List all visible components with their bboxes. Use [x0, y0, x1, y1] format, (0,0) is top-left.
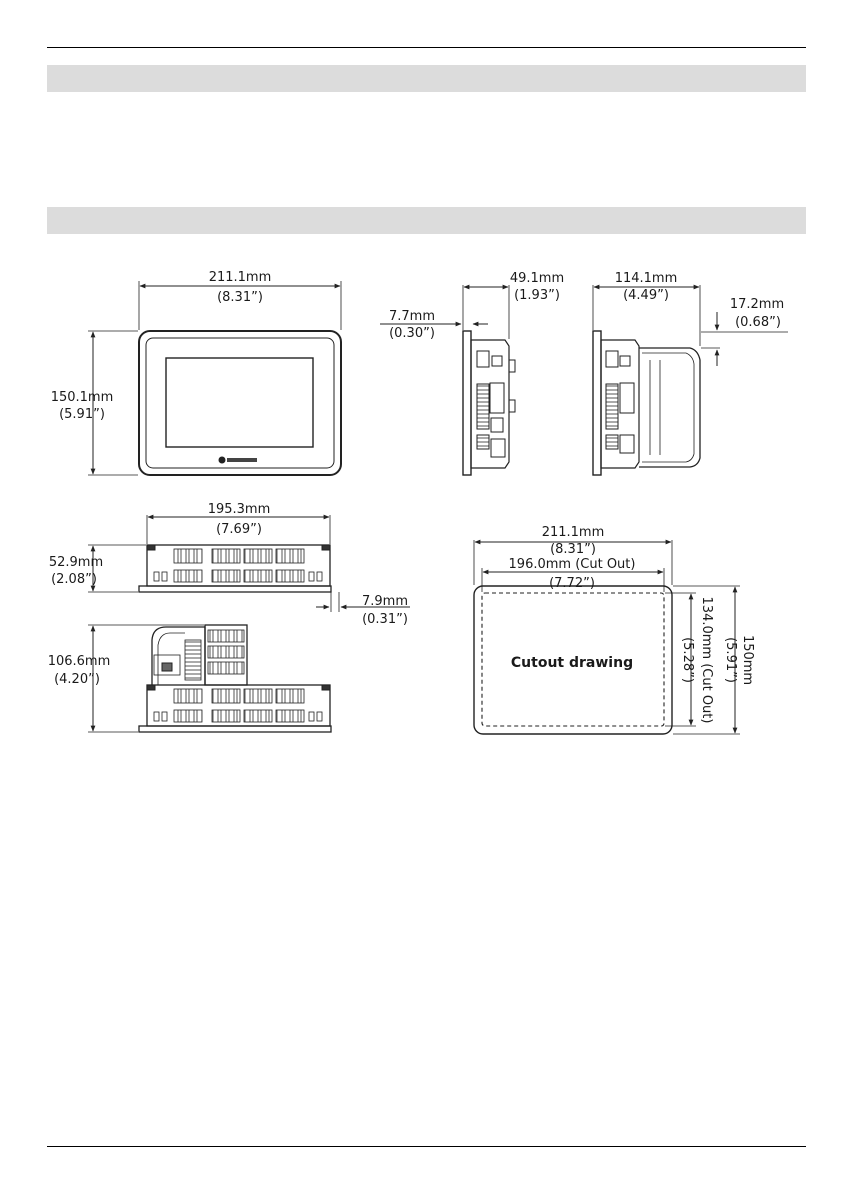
side-panel-mm: 7.7mm — [388, 309, 436, 324]
top-height-in: (2.08”) — [51, 572, 97, 587]
top-ext-height-in: (4.20”) — [54, 672, 100, 687]
top-width-in: (7.69”) — [216, 522, 262, 537]
cutout-height-in: (5.28”) — [680, 637, 695, 683]
top-ext-height-mm: 106.6mm — [47, 654, 111, 669]
front-screen — [166, 358, 313, 447]
top-flange-mm: 7.9mm — [361, 594, 409, 609]
top-view-extended — [88, 625, 331, 732]
side-view-extended — [593, 285, 788, 475]
brand-logo-icon — [227, 458, 257, 462]
front-height-mm: 150.1mm — [50, 390, 114, 405]
brand-logo-icon — [219, 457, 225, 463]
top-width-mm: 195.3mm — [207, 502, 271, 517]
cutout-outer-height-in: (5.91”) — [723, 637, 738, 683]
side-ext-depth-in: (4.49”) — [623, 288, 669, 303]
front-width-mm: 211.1mm — [208, 270, 272, 285]
cutout-height-mm: 134.0mm (Cut Out) — [699, 596, 714, 724]
top-flange-in: (0.31”) — [362, 612, 408, 627]
side-depth-mm: 49.1mm — [509, 271, 565, 286]
cutout-width-in: (7.72”) — [549, 576, 595, 591]
cutout-outer-width-in: (8.31”) — [550, 542, 596, 557]
front-height-in: (5.91”) — [59, 407, 105, 422]
cutout-title: Cutout drawing — [510, 655, 634, 671]
front-bezel — [139, 331, 341, 475]
front-view — [88, 281, 341, 475]
cutout-width-mm: 196.0mm (Cut Out) — [508, 557, 636, 572]
front-width-in: (8.31”) — [217, 290, 263, 305]
side-ext-depth-mm: 114.1mm — [614, 271, 678, 286]
cutout-outer-width-mm: 211.1mm — [541, 525, 605, 540]
side-ext-offset-mm: 17.2mm — [729, 297, 785, 312]
top-height-mm: 52.9mm — [48, 555, 104, 570]
side-panel-in: (0.30”) — [389, 326, 435, 341]
side-depth-in: (1.93”) — [514, 288, 560, 303]
side-ext-offset-in: (0.68”) — [735, 315, 781, 330]
cutout-outer-height-mm: 150mm — [740, 634, 755, 686]
